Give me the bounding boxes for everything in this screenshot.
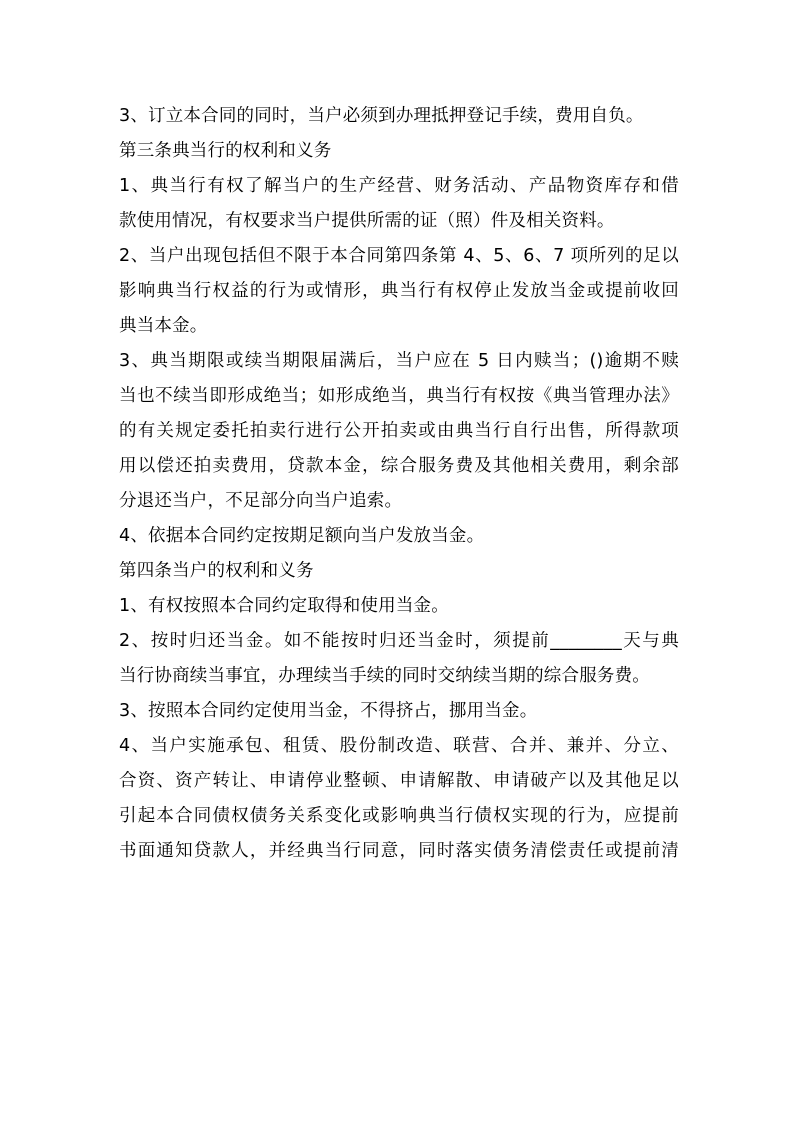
paragraph-line: 3、典当期限或续当期限届满后，当户应在 5 日内赎当；()逾期不赎 <box>119 351 679 371</box>
paragraph-line: 引起本合同债权债务关系变化或影响典当行债权实现的行为，应提前 <box>119 806 679 826</box>
paragraph-line: 分退还当户，不足部分向当户追索。 <box>119 491 403 511</box>
paragraph-line: 典当本金。 <box>119 316 208 336</box>
paragraph-line: 当也不续当即形成绝当；如形成绝当，典当行有权按《典当管理办法》 <box>119 386 679 406</box>
paragraph-line: 用以偿还拍卖费用，贷款本金，综合服务费及其他相关费用，剩余部 <box>119 456 679 476</box>
paragraph-line: 3、按照本合同约定使用当金，不得挤占，挪用当金。 <box>119 701 538 721</box>
paragraph-line: 款使用情况，有权要求当户提供所需的证（照）件及相关资料。 <box>119 211 615 231</box>
paragraph-line: 影响典当行权益的行为或情形，典当行有权停止发放当金或提前收回 <box>119 281 679 301</box>
paragraph-line: 当行协商续当事宜，办理续当手续的同时交纳续当期的综合服务费。 <box>119 666 650 686</box>
section-heading: 第四条当户的权利和义务 <box>119 561 314 581</box>
paragraph-line: 2、当户出现包括但不限于本合同第四条第 4、5、6、7 项所列的足以 <box>119 246 679 266</box>
paragraph-line: 4、当户实施承包、租赁、股份制改造、联营、合并、兼并、分立、 <box>119 736 679 756</box>
paragraph-line: 4、依据本合同约定按期足额向当户发放当金。 <box>119 526 485 546</box>
section-heading: 第三条典当行的权利和义务 <box>119 141 332 161</box>
paragraph-line: 1、有权按照本合同约定取得和使用当金。 <box>119 596 449 616</box>
paragraph-line: 的有关规定委托拍卖行进行公开拍卖或由典当行自行出售，所得款项 <box>119 421 679 441</box>
paragraph-line: 书面通知贷款人，并经典当行同意，同时落实债务清偿责任或提前清 <box>119 841 679 861</box>
paragraph-line: 合资、资产转让、申请停业整顿、申请解散、申请破产以及其他足以 <box>119 771 679 791</box>
document-body <box>119 99 679 869</box>
paragraph-line: 3、订立本合同的同时，当户必须到办理抵押登记手续，费用自负。 <box>119 106 644 126</box>
paragraph-line: 1、典当行有权了解当户的生产经营、财务活动、产品物资库存和借 <box>119 176 679 196</box>
paragraph-line: 2、按时归还当金。如不能按时归还当金时，须提前________天与典 <box>119 631 679 651</box>
